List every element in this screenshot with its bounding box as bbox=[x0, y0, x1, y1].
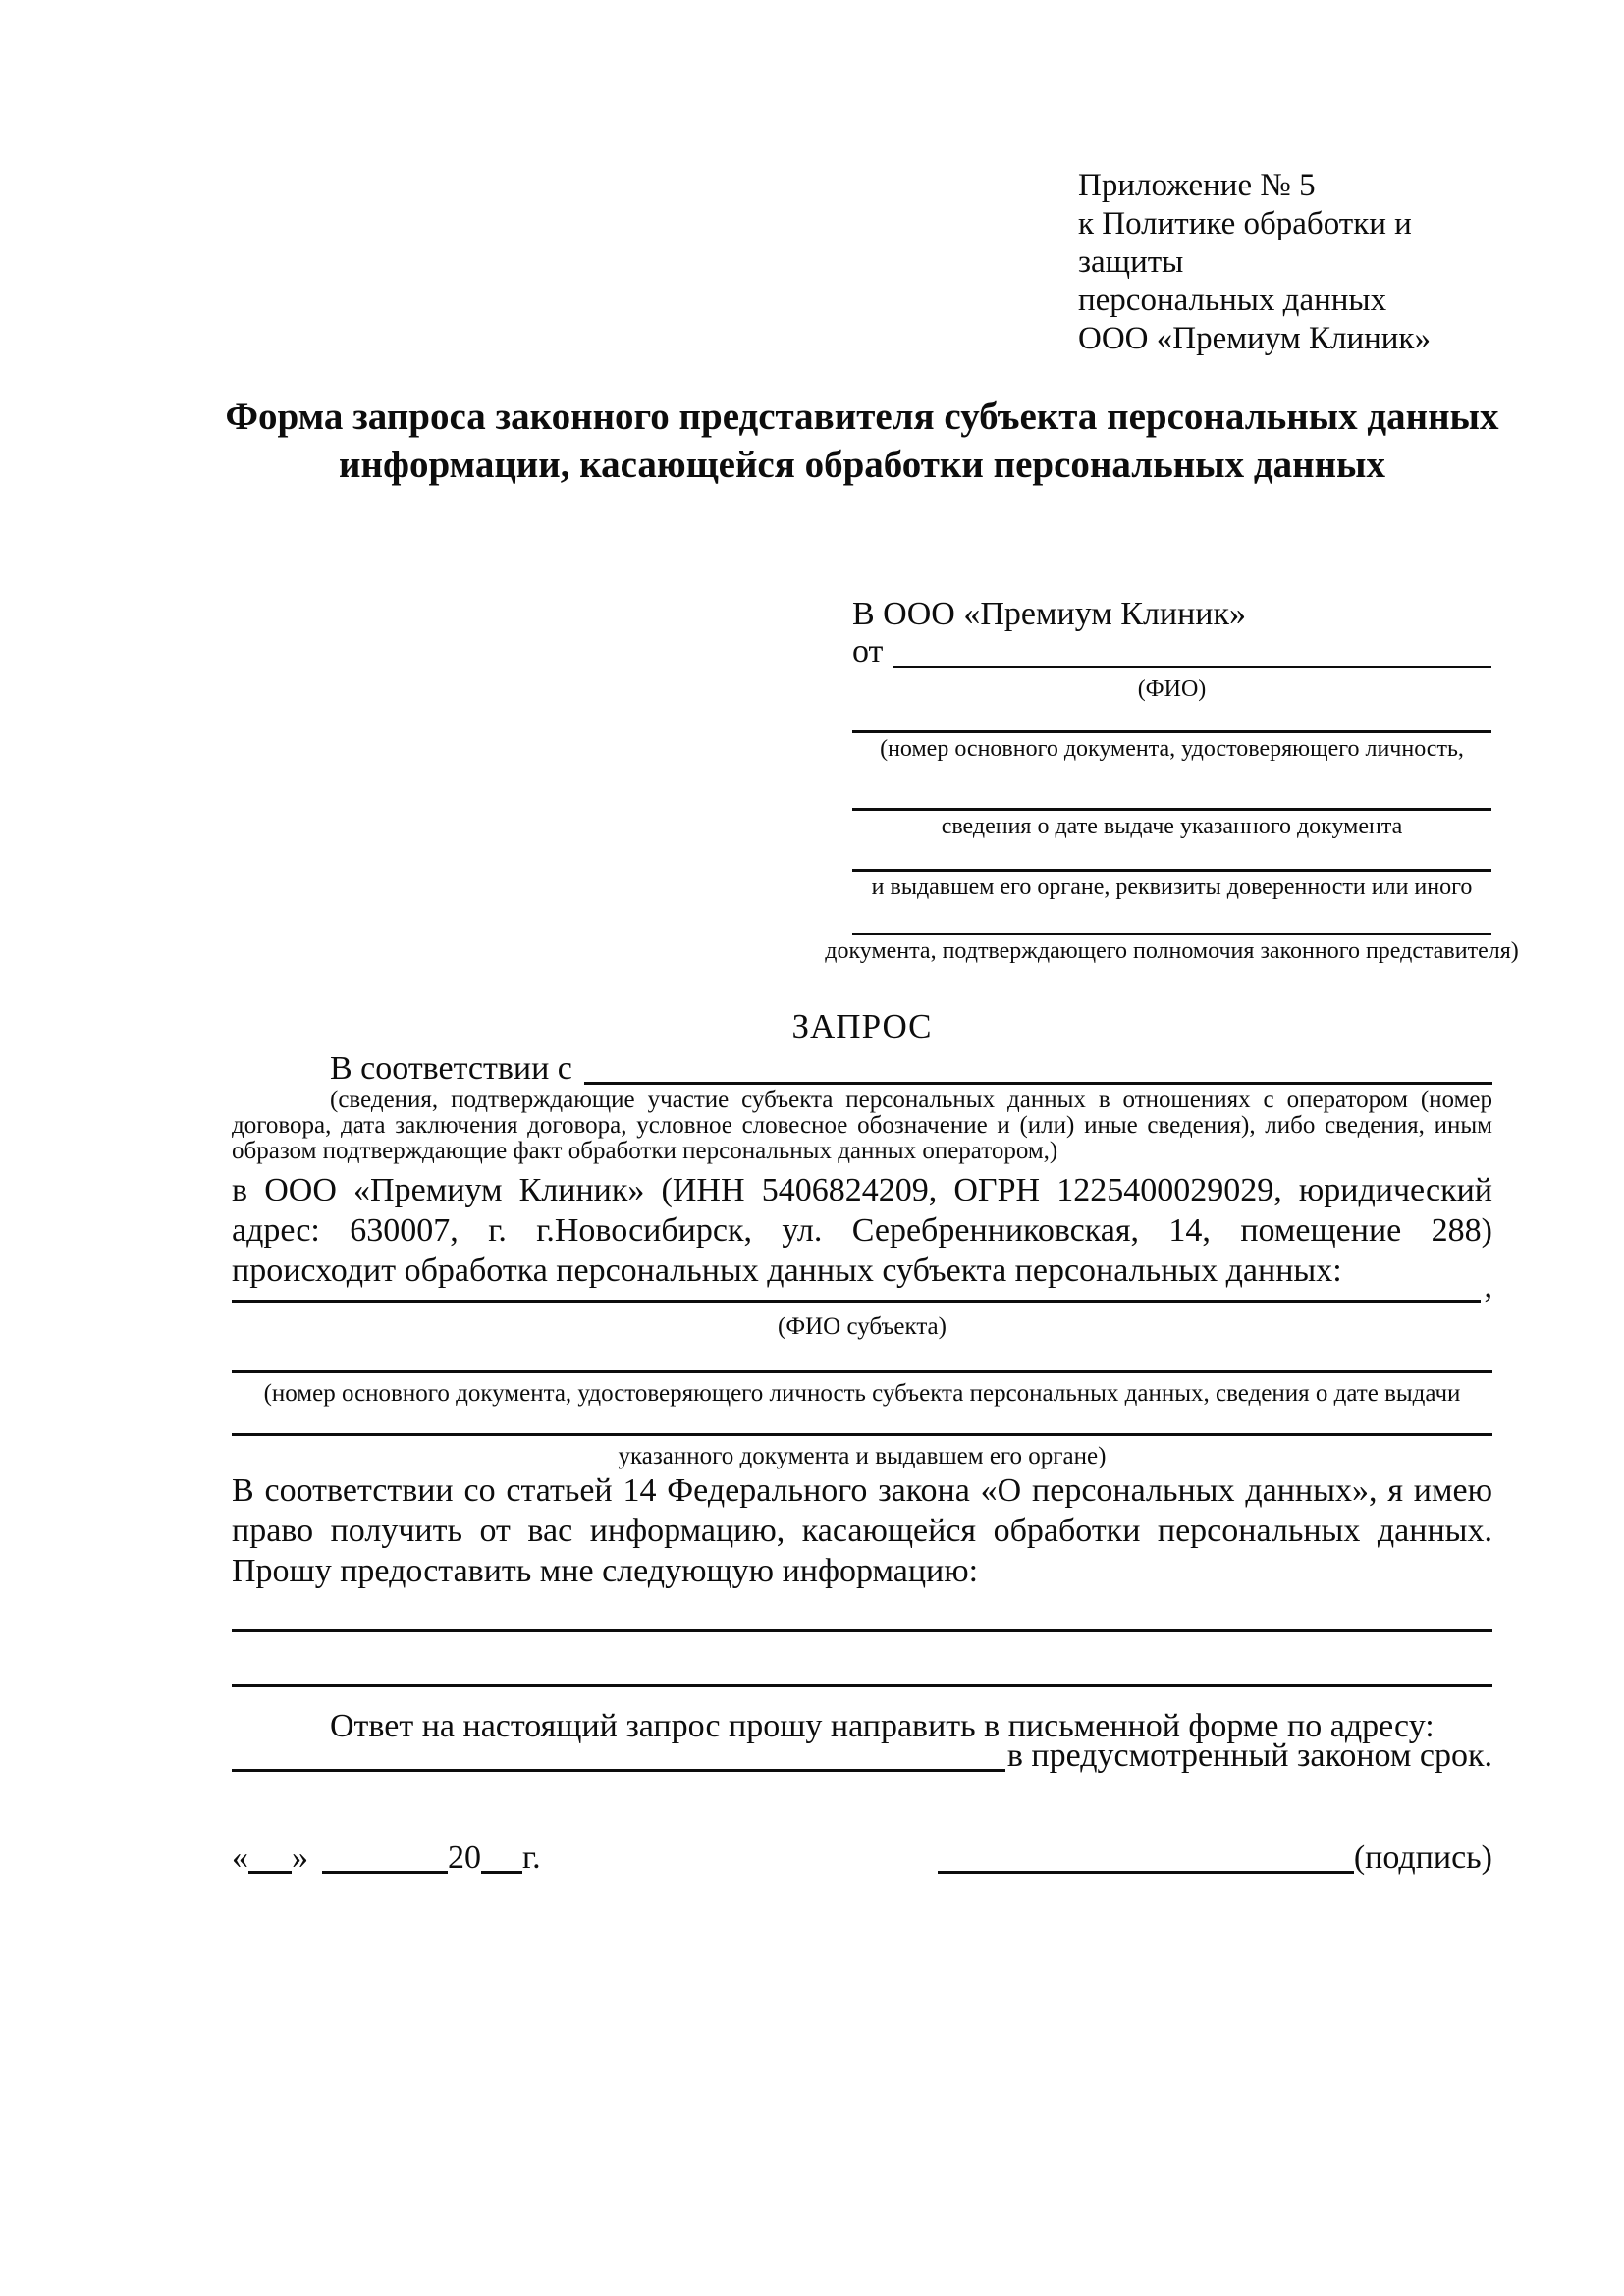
fio-caption: (ФИО) bbox=[1137, 676, 1207, 702]
info-fill-line-2 bbox=[232, 1684, 1492, 1687]
addressee-block bbox=[825, 595, 1519, 965]
representative-doc-caption-3: и выдавшем его органе, реквизиты доверенности или иного bbox=[871, 875, 1473, 900]
subject-doc-caption-1: (номер основного документа, удостоверяющего личность субъекта персональных данных, сведения о дате выдачи bbox=[263, 1380, 1461, 1407]
date-year-prefix: 20 bbox=[448, 1840, 481, 1876]
header-note-line: к Политике обработки и защиты bbox=[1078, 206, 1412, 280]
subject-fio-line bbox=[232, 1300, 1481, 1303]
signature-group bbox=[938, 1838, 1492, 1877]
header-note-line: ООО «Премиум Клиник» bbox=[1078, 321, 1431, 356]
representative-doc-caption-1: (номер основного документа, удостоверяющего личность, bbox=[880, 736, 1464, 762]
header-note bbox=[1078, 167, 1510, 358]
intro-note: (сведения, подтверждающие участие субъекта персональных данных в отношениях с оператором (номер договора, дата заключения договора, условное словесное обозначение и (или) иные сведения), либо сведения, иным образом подтверждающие факт обработки персональных данных оператором,) bbox=[232, 1087, 1492, 1164]
representative-doc-caption-2: сведения о дате выдаче указанного документа bbox=[941, 814, 1403, 839]
request-heading: ЗАПРОС bbox=[791, 1007, 933, 1045]
reply-address-line bbox=[232, 1769, 1005, 1772]
signature-caption: (подпись) bbox=[1353, 1840, 1492, 1876]
page-title-line1: Форма запроса законного представителя субъекта персональных данных bbox=[225, 396, 1499, 438]
subject-fio-comma: , bbox=[1484, 1268, 1492, 1305]
date-day-line bbox=[248, 1871, 292, 1874]
reply-paragraph: Ответ на настоящий запрос прошу направить в письменной форме по адресу: bbox=[330, 1708, 1435, 1744]
date-group bbox=[232, 1838, 541, 1877]
date-quote-open: « bbox=[232, 1840, 248, 1876]
representative-doc-caption-4: документа, подтверждающего полномочия законного представителя) bbox=[825, 938, 1519, 964]
header-note-line: персональных данных bbox=[1078, 283, 1387, 318]
operator-paragraph: в ООО «Премиум Клиник» (ИНН 5406824209, ОГРН 1225400029029, юридический адрес: 630007, г. г.Новосибирск, ул. Серебренниковская, 14, помещение 288) происходит обработка персональных данных субъекта персональных данных: bbox=[232, 1172, 1492, 1289]
header-note-line: Приложение № 5 bbox=[1078, 168, 1316, 203]
intro-fill-line bbox=[584, 1082, 1492, 1085]
date-month-line bbox=[322, 1871, 448, 1874]
intro-row bbox=[232, 1052, 1492, 1088]
page-title-line2: информации, касающейся обработки персональных данных bbox=[339, 444, 1385, 486]
from-fill-line bbox=[893, 666, 1491, 668]
representative-doc-line-4 bbox=[852, 933, 1491, 935]
page-title bbox=[225, 393, 1499, 489]
reply-suffix: в предусмотренный законом срок. bbox=[1006, 1737, 1492, 1774]
representative-doc-line-2 bbox=[852, 808, 1491, 811]
subject-fio-row bbox=[232, 1268, 1492, 1306]
intro-label: В соответствии с bbox=[330, 1050, 572, 1087]
signature-line bbox=[938, 1871, 1354, 1874]
subject-doc-line-2 bbox=[232, 1433, 1492, 1436]
subject-doc-caption-2: указанного документа и выдавшем его органе) bbox=[618, 1443, 1107, 1469]
reply-address-row bbox=[232, 1739, 1492, 1775]
from-row bbox=[852, 633, 1491, 671]
subject-fio-caption: (ФИО субъекта) bbox=[778, 1313, 947, 1340]
date-year-line bbox=[481, 1871, 522, 1874]
date-year-suffix: г. bbox=[522, 1840, 541, 1876]
date-quote-close: » bbox=[292, 1840, 308, 1876]
law-paragraph: В соответствии со статьей 14 Федерального закона «О персональных данных», я имею право получить от вас информацию, касающейся обработки персональных данных. Прошу предоставить мне следующую информацию: bbox=[232, 1472, 1492, 1589]
subject-doc-line-1 bbox=[232, 1370, 1492, 1373]
info-fill-line-1 bbox=[232, 1629, 1492, 1632]
addressee-to: В ООО «Премиум Клиник» bbox=[852, 596, 1247, 632]
representative-doc-line-3 bbox=[852, 869, 1491, 872]
from-label: от bbox=[852, 633, 884, 669]
footer-row bbox=[232, 1838, 1492, 1877]
representative-doc-line-1 bbox=[852, 730, 1491, 733]
